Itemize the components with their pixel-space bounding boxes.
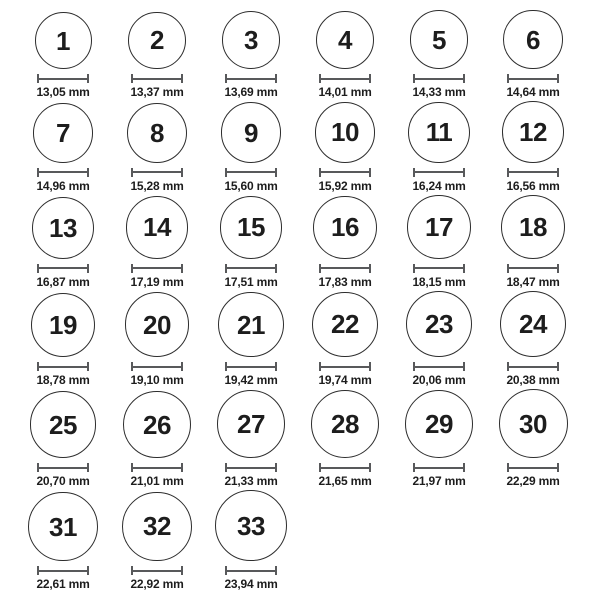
ring-size-circle bbox=[501, 195, 565, 259]
ring-size-circle bbox=[313, 196, 376, 259]
diameter-measure-line-bar bbox=[415, 78, 463, 80]
ring-size-item bbox=[110, 391, 204, 488]
ring-size-number: 9 bbox=[244, 117, 258, 148]
ring-size-number: 24 bbox=[519, 308, 547, 339]
ring-size-circle bbox=[217, 390, 285, 458]
diameter-measure-line bbox=[37, 463, 89, 472]
ring-size-circle bbox=[221, 102, 281, 162]
ring-size-item bbox=[110, 292, 204, 387]
ring-size-number: 7 bbox=[56, 117, 70, 148]
diameter-measure-line-bar bbox=[509, 467, 557, 469]
diameter-measure-line bbox=[131, 74, 183, 83]
ring-size-circle bbox=[410, 10, 469, 69]
ring-size-circle bbox=[407, 195, 471, 259]
diameter-measure-line bbox=[37, 362, 89, 371]
diameter-measure-line-bar bbox=[39, 570, 87, 572]
diameter-label: 16,87 mm bbox=[36, 274, 90, 289]
ring-size-number: 32 bbox=[143, 511, 171, 542]
diameter-measure-line bbox=[37, 168, 89, 177]
ring-size-item bbox=[110, 12, 204, 99]
diameter-measure-line bbox=[319, 74, 371, 83]
ring-size-item bbox=[16, 12, 110, 99]
ring-size-circle bbox=[408, 102, 469, 163]
diameter-measure-line bbox=[37, 264, 89, 273]
diameter-measure-line-bar bbox=[39, 467, 87, 469]
ring-size-number: 14 bbox=[143, 212, 171, 243]
diameter-measure-line-bar bbox=[509, 267, 557, 269]
diameter-measure-line-bar bbox=[227, 366, 275, 368]
ring-size-number: 23 bbox=[425, 309, 453, 340]
ring-size-circle bbox=[500, 291, 567, 358]
diameter-measure-line-bar bbox=[415, 267, 463, 269]
diameter-label: 22,92 mm bbox=[130, 577, 184, 592]
diameter-label: 14,33 mm bbox=[412, 85, 466, 100]
diameter-label: 14,01 mm bbox=[318, 85, 372, 100]
ring-size-number: 5 bbox=[432, 24, 446, 55]
ring-size-number: 17 bbox=[425, 211, 453, 242]
ring-size-number: 13 bbox=[49, 212, 77, 243]
diameter-measure-line-bar bbox=[509, 366, 557, 368]
diameter-measure-line bbox=[37, 566, 89, 575]
diameter-measure-line-bar bbox=[133, 570, 181, 572]
diameter-label: 21,65 mm bbox=[318, 474, 372, 489]
ring-size-circle bbox=[32, 197, 94, 259]
ring-size-number: 8 bbox=[150, 117, 164, 148]
ring-size-item bbox=[204, 11, 298, 99]
ring-size-item bbox=[486, 101, 580, 193]
ring-size-circle bbox=[220, 196, 283, 259]
diameter-measure-line-bar bbox=[133, 171, 181, 173]
ring-size-number: 25 bbox=[49, 409, 77, 440]
ring-size-circle bbox=[222, 11, 280, 69]
diameter-measure-line-bar bbox=[227, 570, 275, 572]
ring-size-circle bbox=[311, 390, 379, 458]
diameter-measure-line-bar bbox=[321, 467, 369, 469]
ring-size-circle bbox=[28, 492, 97, 561]
ring-size-circle bbox=[405, 390, 474, 459]
diameter-measure-line bbox=[131, 168, 183, 177]
ring-size-circle bbox=[30, 391, 97, 458]
diameter-label: 16,24 mm bbox=[412, 178, 466, 193]
diameter-measure-line bbox=[319, 362, 371, 371]
ring-size-item bbox=[204, 196, 298, 289]
diameter-measure-line-bar bbox=[321, 366, 369, 368]
ring-size-number: 26 bbox=[143, 409, 171, 440]
ring-size-circle bbox=[31, 293, 95, 357]
ring-size-item bbox=[204, 490, 298, 591]
ring-size-number: 16 bbox=[331, 212, 359, 243]
ring-size-item bbox=[16, 492, 110, 591]
diameter-measure-line bbox=[225, 168, 277, 177]
diameter-label: 13,37 mm bbox=[130, 85, 184, 100]
ring-size-item bbox=[298, 102, 392, 193]
ring-size-circle bbox=[127, 103, 187, 163]
ring-size-item bbox=[392, 10, 486, 99]
diameter-measure-line-bar bbox=[321, 78, 369, 80]
diameter-label: 21,01 mm bbox=[130, 474, 184, 489]
ring-size-item bbox=[486, 195, 580, 289]
diameter-measure-line-bar bbox=[133, 467, 181, 469]
ring-size-item bbox=[16, 293, 110, 387]
ring-size-number: 21 bbox=[237, 309, 265, 340]
diameter-measure-line bbox=[319, 168, 371, 177]
ring-size-circle bbox=[125, 292, 190, 357]
diameter-measure-line-bar bbox=[415, 171, 463, 173]
diameter-label: 15,60 mm bbox=[224, 178, 278, 193]
ring-size-item bbox=[16, 103, 110, 193]
ring-size-item bbox=[110, 103, 204, 193]
diameter-measure-line bbox=[507, 463, 559, 472]
diameter-measure-line-bar bbox=[39, 366, 87, 368]
ring-size-number: 10 bbox=[331, 117, 359, 148]
ring-size-circle bbox=[503, 10, 562, 69]
diameter-measure-line bbox=[413, 74, 465, 83]
diameter-label: 22,29 mm bbox=[506, 474, 560, 489]
ring-size-item bbox=[16, 197, 110, 289]
diameter-label: 16,56 mm bbox=[506, 178, 560, 193]
diameter-measure-line bbox=[413, 362, 465, 371]
ring-size-circle bbox=[33, 103, 93, 163]
diameter-label: 22,61 mm bbox=[36, 577, 90, 592]
ring-size-number: 11 bbox=[425, 117, 453, 148]
diameter-measure-line-bar bbox=[509, 171, 557, 173]
diameter-label: 17,51 mm bbox=[224, 274, 278, 289]
diameter-label: 17,19 mm bbox=[130, 274, 184, 289]
diameter-label: 14,64 mm bbox=[506, 85, 560, 100]
ring-size-item bbox=[298, 196, 392, 289]
ring-size-circle bbox=[499, 389, 568, 458]
diameter-label: 13,69 mm bbox=[224, 85, 278, 100]
diameter-measure-line-bar bbox=[415, 467, 463, 469]
diameter-measure-line bbox=[37, 74, 89, 83]
ring-size-number: 33 bbox=[237, 510, 265, 541]
diameter-label: 18,78 mm bbox=[36, 373, 90, 388]
diameter-measure-line-bar bbox=[509, 78, 557, 80]
diameter-measure-line bbox=[225, 463, 277, 472]
ring-size-number: 19 bbox=[49, 309, 77, 340]
diameter-measure-line bbox=[225, 74, 277, 83]
ring-size-number: 29 bbox=[425, 408, 453, 439]
diameter-label: 20,70 mm bbox=[36, 474, 90, 489]
ring-size-number: 18 bbox=[519, 211, 547, 242]
ring-size-circle bbox=[215, 490, 286, 561]
diameter-measure-line-bar bbox=[133, 78, 181, 80]
ring-size-number: 30 bbox=[519, 408, 547, 439]
ring-size-item bbox=[298, 390, 392, 488]
ring-size-number: 4 bbox=[338, 25, 352, 55]
ring-size-number: 31 bbox=[49, 511, 77, 542]
ring-size-number: 28 bbox=[331, 409, 359, 440]
ring-size-item bbox=[204, 390, 298, 488]
diameter-measure-line-bar bbox=[133, 267, 181, 269]
diameter-measure-line-bar bbox=[227, 78, 275, 80]
ring-size-circle bbox=[312, 292, 378, 358]
ring-size-number: 3 bbox=[244, 25, 258, 56]
diameter-measure-line bbox=[507, 264, 559, 273]
ring-size-circle bbox=[502, 101, 564, 163]
diameter-measure-line bbox=[413, 463, 465, 472]
ring-size-item bbox=[486, 291, 580, 388]
ring-size-item bbox=[486, 10, 580, 99]
ring-size-item bbox=[392, 390, 486, 489]
ring-size-item bbox=[204, 292, 298, 387]
ring-size-circle bbox=[218, 292, 283, 357]
diameter-measure-line-bar bbox=[227, 171, 275, 173]
ring-size-circle bbox=[123, 391, 190, 458]
diameter-measure-line bbox=[319, 463, 371, 472]
diameter-measure-line bbox=[413, 168, 465, 177]
ring-size-item bbox=[392, 102, 486, 193]
diameter-measure-line-bar bbox=[39, 171, 87, 173]
ring-size-item bbox=[16, 391, 110, 488]
diameter-label: 19,10 mm bbox=[130, 373, 184, 388]
diameter-measure-line bbox=[225, 362, 277, 371]
diameter-label: 19,42 mm bbox=[224, 373, 278, 388]
diameter-measure-line-bar bbox=[227, 267, 275, 269]
ring-size-circle bbox=[315, 102, 376, 163]
diameter-measure-line-bar bbox=[415, 366, 463, 368]
ring-size-circle bbox=[128, 12, 185, 69]
diameter-measure-line-bar bbox=[227, 467, 275, 469]
ring-size-circle bbox=[316, 11, 374, 69]
diameter-measure-line bbox=[131, 566, 183, 575]
ring-size-number: 20 bbox=[143, 309, 171, 340]
ring-size-item bbox=[392, 195, 486, 289]
diameter-label: 18,15 mm bbox=[412, 274, 466, 289]
diameter-label: 18,47 mm bbox=[506, 274, 560, 289]
diameter-measure-line-bar bbox=[321, 171, 369, 173]
ring-size-number: 6 bbox=[526, 24, 540, 55]
diameter-label: 21,97 mm bbox=[412, 474, 466, 489]
ring-size-item bbox=[110, 492, 204, 592]
ring-size-item bbox=[298, 11, 392, 99]
diameter-measure-line-bar bbox=[39, 78, 87, 80]
diameter-measure-line bbox=[507, 362, 559, 371]
ring-size-item bbox=[204, 102, 298, 192]
ring-size-number: 12 bbox=[519, 116, 547, 147]
ring-size-item bbox=[298, 292, 392, 388]
diameter-measure-line bbox=[225, 264, 277, 273]
diameter-measure-line bbox=[131, 264, 183, 273]
diameter-measure-line bbox=[131, 463, 183, 472]
diameter-label: 20,38 mm bbox=[506, 373, 560, 388]
diameter-measure-line bbox=[319, 264, 371, 273]
ring-size-number: 27 bbox=[237, 409, 265, 440]
diameter-label: 19,74 mm bbox=[318, 373, 372, 388]
diameter-measure-line bbox=[413, 264, 465, 273]
diameter-measure-line bbox=[507, 168, 559, 177]
diameter-measure-line-bar bbox=[133, 366, 181, 368]
diameter-measure-line bbox=[131, 362, 183, 371]
diameter-label: 15,28 mm bbox=[130, 178, 184, 193]
ring-size-circle bbox=[126, 196, 188, 258]
diameter-measure-line bbox=[507, 74, 559, 83]
diameter-label: 15,92 mm bbox=[318, 178, 372, 193]
ring-size-number: 22 bbox=[331, 309, 359, 340]
diameter-label: 21,33 mm bbox=[224, 474, 278, 489]
ring-size-number: 2 bbox=[150, 25, 164, 56]
diameter-measure-line-bar bbox=[321, 267, 369, 269]
ring-size-circle bbox=[122, 492, 192, 562]
ring-size-item bbox=[392, 291, 486, 387]
ring-size-circle bbox=[406, 291, 472, 357]
diameter-measure-line bbox=[225, 566, 277, 575]
diameter-label: 17,83 mm bbox=[318, 274, 372, 289]
diameter-measure-line-bar bbox=[39, 267, 87, 269]
diameter-label: 13,05 mm bbox=[36, 85, 90, 100]
ring-size-circle bbox=[35, 12, 92, 69]
ring-size-item bbox=[486, 389, 580, 488]
ring-size-item bbox=[110, 196, 204, 288]
diameter-label: 14,96 mm bbox=[36, 178, 90, 193]
ring-size-number: 1 bbox=[56, 25, 70, 56]
ring-size-number: 15 bbox=[237, 212, 265, 243]
diameter-label: 23,94 mm bbox=[224, 577, 278, 592]
diameter-label: 20,06 mm bbox=[412, 373, 466, 388]
